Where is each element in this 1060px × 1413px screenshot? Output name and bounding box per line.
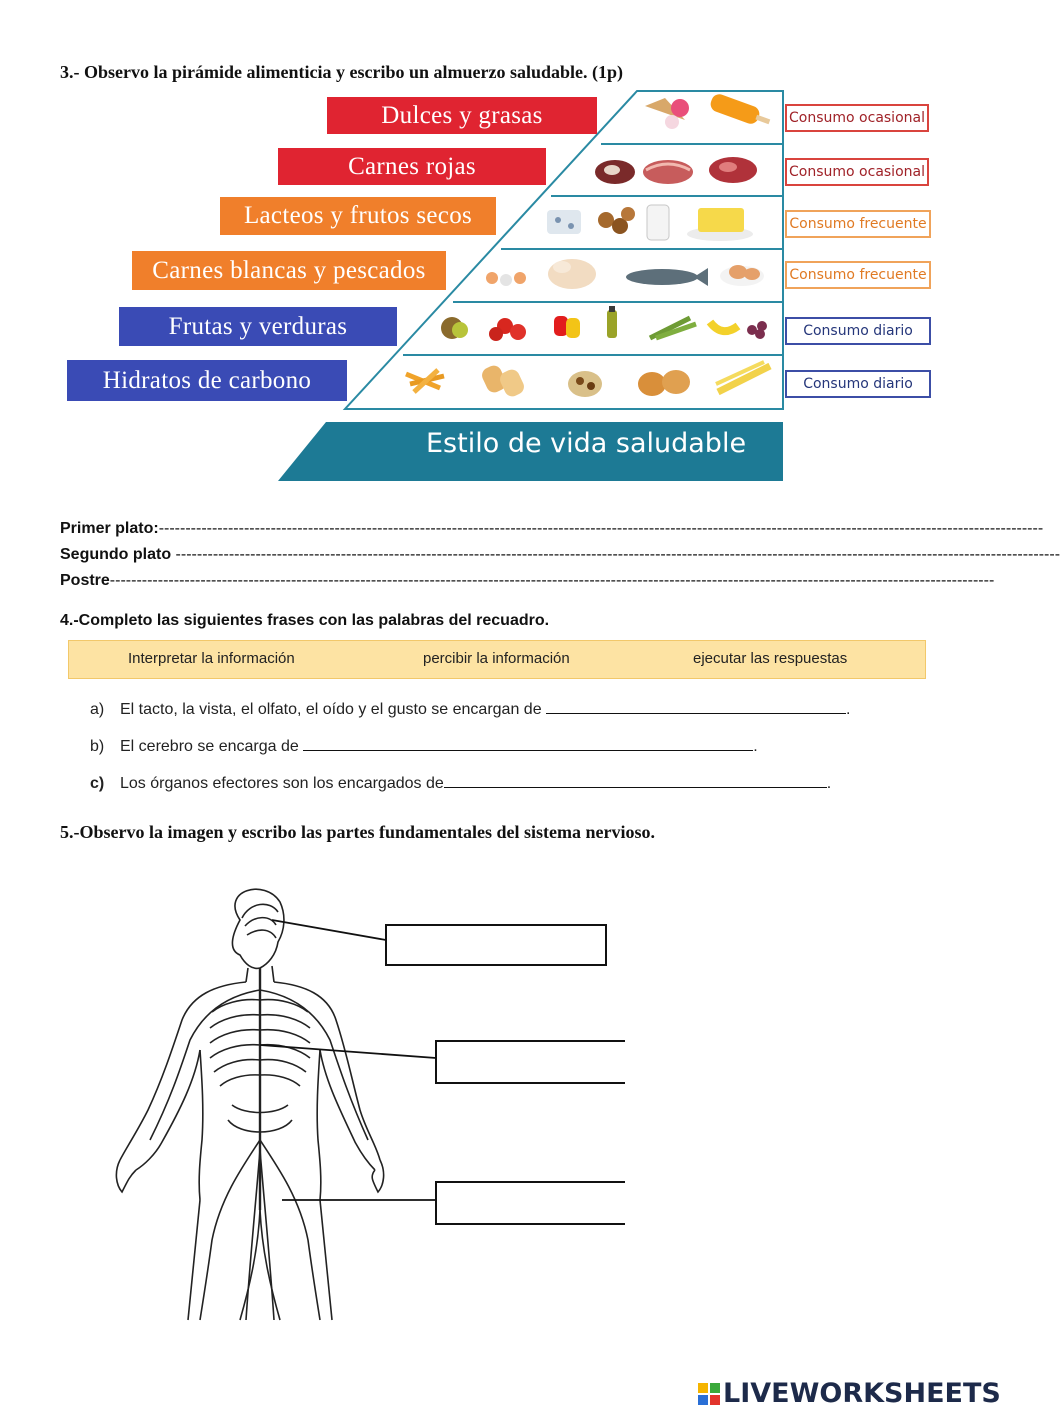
pyramid-level-label: Lacteos y frutos secos [220,197,496,235]
spinal-cord-answer-box[interactable] [435,1040,625,1084]
question-text: El tacto, la vista, el olfato, el oído y el gusto se encargan de [120,701,547,718]
pyramid-level-label: Hidratos de carbono [67,360,347,401]
primer-plato-line[interactable]: Primer plato:---------------------------------------------------------------------------------------------------------------------------------------------------------------------- [60,520,1044,537]
question-c: c) Los órganos efectores son los encargados de . [90,775,832,792]
word-bank-item: Interpretar la información [128,650,295,667]
consumption-label: Consumo ocasional [785,104,929,132]
liveworksheets-logo [698,1378,1001,1409]
question-letter: c) [90,775,105,792]
consumption-label: Consumo diario [785,317,931,345]
section-5-heading: 5.-Observo la imagen y escribo las partes fundamentales del sistema nervioso. [60,822,655,842]
question-letter: a) [90,701,105,718]
question-letter: b) [90,738,105,755]
postre-line[interactable]: Postre---------------------------------------------------------------------------------------------------------------------------------------------------------------------- [60,572,995,589]
section-4-heading: 4.-Completo las siguientes frases con las palabras del recuadro. [60,612,550,629]
consumption-label: Consumo frecuente [785,261,931,289]
brain-answer-box[interactable] [385,924,607,966]
word-bank-item: ejecutar las respuestas [693,650,848,667]
question-text: El cerebro se encarga de [120,738,304,755]
postre-label: Postre [60,572,110,589]
human-body-outline [116,889,383,1320]
food-pyramid [0,0,1000,500]
pyramid-level-label: Dulces y grasas [327,97,597,134]
consumption-label: Consumo frecuente [785,210,931,238]
segundo-plato-label: Segundo plato [60,546,176,563]
word-bank [68,640,926,679]
consumption-label: Consumo ocasional [785,158,929,186]
liveworksheets-icon [698,1383,720,1405]
answer-blank[interactable] [444,773,827,788]
pyramid-level-label: Frutas y verduras [119,307,397,346]
answer-blank[interactable] [303,736,753,751]
spinal-cord-pointer-line [260,1045,436,1058]
word-bank-item: percibir la información [423,650,570,667]
question-a: a) El tacto, la vista, el olfato, el oído y el gusto se encargan de . [90,701,851,718]
pyramid-outline [0,0,1000,500]
section-3-heading: 3.- Observo la pirámide alimenticia y escribo un almuerzo saludable. (1p) [60,62,623,82]
consumption-label: Consumo diario [785,370,931,398]
pyramid-level-label: Carnes blancas y pescados [132,251,446,290]
pyramid-level-label: Carnes rojas [278,148,546,185]
question-text: Los órganos efectores son los encargados de [120,775,444,792]
brain-pointer-line [272,920,386,940]
answer-blank[interactable] [546,699,846,714]
question-b: b) El cerebro se encarga de . [90,738,758,755]
red-meat-food-icons [595,157,757,184]
nerves-answer-box[interactable] [435,1181,625,1225]
pyramid-base-label: Estilo de vida saludable [426,428,747,459]
primer-plato-label: Primer plato: [60,520,159,537]
liveworksheets-brand: LIVEWORKSHEETS [723,1378,1001,1409]
segundo-plato-line[interactable]: Segundo plato ---------------------------------------------------------------------------------------------------------------------------------------------------------------------- [60,546,1060,563]
